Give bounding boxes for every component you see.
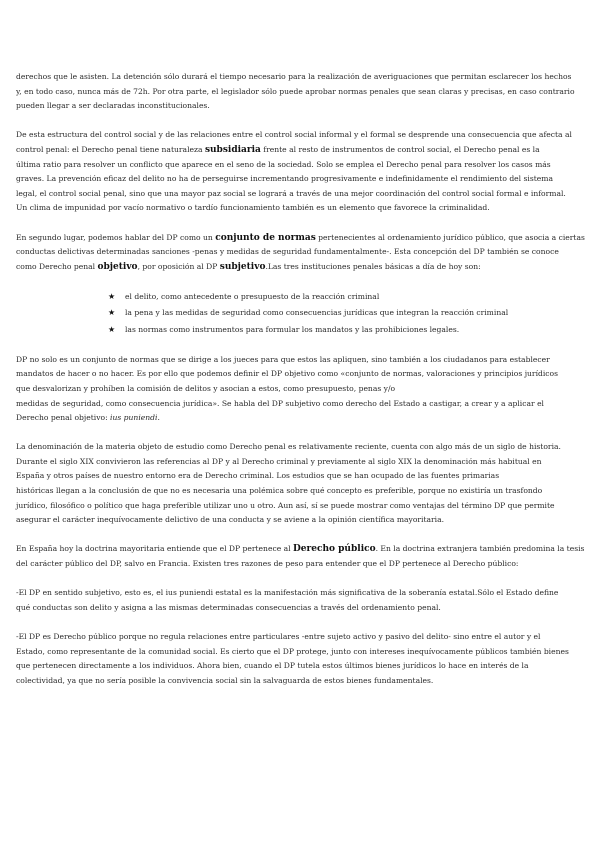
paragraph-public-law (16, 542, 586, 571)
paragraph-norms (16, 231, 586, 275)
paragraph-detention (16, 70, 586, 114)
bold-term-objetivo: objetivo (97, 261, 138, 272)
text-line: asegurar el carácter inequívocamente delictivo de una conducta y se aviene a la opinión científica mayoritaria. (16, 515, 445, 525)
text-line: conductas delictivas determinadas sanciones -penas y medidas de seguridad fundamentalmente-. Esta concepción del DP también se conoce (16, 247, 559, 257)
text-line: pueden llegar a ser declaradas inconstitucionales. (16, 101, 210, 111)
text-line: Durante el siglo XIX convivieron las referencias al DP y al Derecho criminal y previamente al siglo XIX la denominación más habitual en (16, 456, 542, 466)
text-segment: . En la doctrina extranjera también predomina la tesis (375, 544, 585, 554)
text-line: colectividad, ya que no sería posible la convivencia social sin la salvaguarda de estos bienes fundamentales. (16, 675, 434, 685)
text-segment: .Las tres instituciones penales básicas a día de hoy son: (265, 261, 481, 271)
list-item (108, 305, 586, 321)
text-line: -El DP es Derecho público porque no regula relaciones entre particulares -entre sujeto activo y pasivo del delito- sino entre el autor y el (16, 632, 541, 641)
text-line: Un clima de impunidad por vacío normativo o tardío funcionamiento también es un elemento que favorece la criminalidad. (16, 203, 490, 213)
text-line: y, en todo caso, nunca más de 72h. Por otra parte, el legislador sólo puede aprobar normas penales que sean claras y precisas, en caso contrario (16, 86, 575, 96)
paragraph-reason-relations (16, 630, 586, 688)
list-item-text: el delito, como antecedente o presupuesto de la reacción criminal (125, 291, 380, 301)
text-line: Estado, como representante de la comunidad social. Es cierto que el DP protege, junto con intereses inequívocamente públicos también bienes (16, 646, 569, 656)
text-segment: En segundo lugar, podemos hablar del DP como un (16, 232, 216, 242)
text-line: -El DP en sentido subjetivo, esto es, el ius puniendi estatal es la manifestación más significativa de la soberanía estatal.Sólo el Estado define (16, 588, 559, 598)
text-line: La denominación de la materia objeto de estudio como Derecho penal es relativamente reciente, cuenta con algo más de un siglo de historia. (16, 442, 561, 452)
star-bullet-icon: ★ (108, 324, 116, 334)
text-segment: frente al resto de instrumentos de control social, el Derecho penal es la (260, 144, 540, 154)
paragraph-denomination (16, 440, 586, 528)
bold-term-conjunto-de-normas: conjunto de normas (215, 232, 316, 243)
bold-term-subjetivo: subjetivo (219, 261, 266, 272)
list-item (108, 322, 586, 338)
star-bullet-icon: ★ (108, 308, 116, 318)
text-line: legal, el control social penal, sino que una mayor paz social se logrará a través de una mejor coordinación del control social formal e informal. (16, 188, 566, 198)
star-bullet-icon: ★ (108, 291, 116, 301)
text-segment: , por oposición al DP (137, 261, 220, 271)
text-segment: como Derecho penal (16, 261, 98, 271)
text-line: históricas llegan a la conclusión de que no es necesaria una polémica sobre qué concepto es preferible, porque no existiría un trasfondo (16, 486, 543, 496)
list-item (108, 289, 586, 305)
list-item-text: las normas como instrumentos para formular los mandatos y las prohibiciones legales. (125, 324, 460, 334)
institutions-list (16, 289, 586, 338)
text-segment: pertenecientes al ordenamiento jurídico público, que asocia a ciertas (315, 232, 585, 242)
italic-term-ius-puniendi: ius puniendi (110, 413, 158, 423)
text-line: que pertenecen directamente a los individuos. Ahora bien, cuando el DP tutela estos últimos bienes jurídicos lo hace en interés de la (16, 661, 529, 671)
text-segment: . (157, 413, 160, 423)
text-line: del carácter público del DP, salvo en Francia. Existen tres razones de peso para entender que el DP pertenece al Derecho público: (16, 559, 519, 569)
paragraph-subsidiarity (16, 128, 586, 216)
text-segment: Derecho penal objetivo: (16, 413, 111, 423)
bold-term-subsidiaria: subsidiaria (204, 144, 261, 155)
text-segment: En España hoy la doctrina mayoritaria entiende que el DP pertenece al (16, 544, 293, 554)
bold-term-derecho-publico: Derecho público (292, 544, 376, 555)
paragraph-reason-sovereignty (16, 586, 586, 615)
text-line: De esta estructura del control social y de las relaciones entre el control social informal y el formal se desprende una consecuencia que afecta al (16, 130, 572, 140)
text-line: DP no solo es un conjunto de normas que se dirige a los jueces para que estos las apliquen, sino también a los ciudadanos para establecer (16, 354, 550, 364)
text-line: España y otros países de nuestro entorno era de Derecho criminal. Los estudios que se han ocupado de las fuentes primarias (16, 471, 500, 481)
text-line: medidas de seguridad, como consecuencia jurídica». Se habla del DP subjetivo como derecho del Estado a castigar, a crear y a aplicar el (16, 398, 544, 408)
text-line: mandatos de hacer o no hacer. Es por ello que podemos definir el DP objetivo como «conjunto de normas, valoraciones y principios jurídicos (16, 369, 559, 379)
text-line: que desvalorizan y prohíben la comisión de delitos y asocian a estos, como presupuesto, penas y/o (16, 383, 396, 393)
text-line: derechos que le asisten. La detención sólo durará el tiempo necesario para la realización de averiguaciones que permitan esclarecer los hechos (16, 72, 572, 81)
text-line: graves. La prevención eficaz del delito no ha de perseguirse incrementando progresivamente e indefinidamente el rendimiento del sistema (16, 174, 554, 184)
text-line: qué conductas son delito y asigna a las mismas determinadas consecuencias a través del ordenamiento penal. (16, 602, 441, 612)
text-line: última ratio para resolver un conflicto que aparece en el seno de la sociedad. Solo se emplea el Derecho penal para resolver los casos más (16, 159, 551, 169)
paragraph-objective-dp (16, 353, 586, 426)
text-line: jurídico, filosófico o político que haga preferible utilizar uno u otro. Aun así, sí se puede mostrar como ventajas del término DP que permite (16, 500, 555, 510)
list-item-text: la pena y las medidas de seguridad como consecuencias jurídicas que integran la reacción criminal (125, 308, 509, 318)
text-segment: control penal: el Derecho penal tiene naturaleza (16, 144, 205, 154)
